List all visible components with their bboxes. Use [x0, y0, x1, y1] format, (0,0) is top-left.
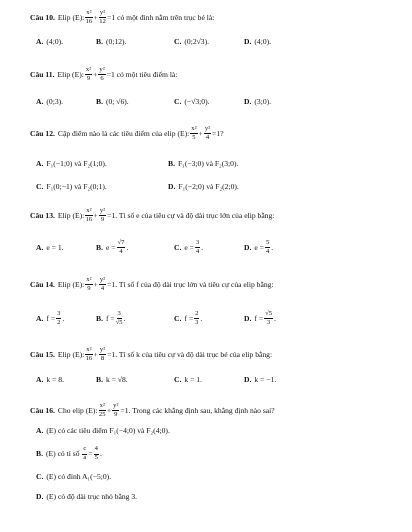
stem-prefix: Elip (E):: [57, 69, 84, 79]
question-number: Câu 14.: [30, 279, 55, 289]
option-c[interactable]: C. e = $\frac{3}{4}$ .: [174, 239, 204, 255]
option-c[interactable]: C. (0;2√3).: [174, 37, 210, 46]
option-b[interactable]: B. F₁(−3;0) và F₂(3;0).: [168, 159, 239, 168]
fraction: $\frac{\text{x²}}{16}$: [85, 207, 93, 223]
option-d[interactable]: D. e = $\frac{5}{4}$ .: [244, 239, 274, 255]
stem-suffix: =1. Tỉ số e của tiêu cự và độ dài trục lớn của elip bằng:: [107, 210, 275, 220]
option-d[interactable]: D. F₁(−2;0) và F₂(2;0).: [168, 182, 239, 191]
option-d[interactable]: D. f = $\frac{√5}{3}$ .: [244, 310, 276, 326]
options: [36, 421, 170, 507]
fraction: $\frac{4}{5}$: [94, 445, 98, 461]
fraction: $\frac{\text{x²}}{16}$: [85, 9, 93, 25]
fraction: $\frac{5}{4}$: [265, 239, 270, 255]
option-a[interactable]: A. f = $\frac{3}{2}$ .: [36, 310, 65, 326]
question-number: Câu 10.: [30, 12, 55, 22]
question-number: Câu 15.: [30, 349, 55, 359]
question-10: [30, 9, 404, 46]
question-14: [30, 276, 404, 326]
question-number: Câu 12.: [30, 128, 55, 138]
fraction: $\frac{\text{y²}}{9}$: [99, 207, 106, 223]
question-13: [30, 207, 404, 255]
stem-prefix: Elip (E):: [57, 12, 85, 22]
options: [36, 38, 271, 46]
option-b[interactable]: B. f = $\frac{3}{√5}$ .: [96, 310, 126, 326]
question-number: Câu 11.: [30, 69, 55, 79]
question-16-stem: Câu 16. Cho elip (E): $\frac{\text{x²}}{25}$ + $\frac{\text{y²}}{9}$ =1. Trong các khẳng định sau, khẳng định nào sai?: [30, 402, 275, 418]
fraction: $\frac{\text{x²}}{5}$: [191, 125, 197, 141]
option-b[interactable]: B. e = $\frac{√7}{4}$ .: [96, 239, 129, 255]
option-a[interactable]: A. (0;3).: [36, 97, 64, 106]
question-number: Câu 13.: [30, 210, 55, 220]
question-14-stem: Câu 14. Elip (E): $\frac{\text{x²}}{9}$ + $\frac{\text{y²}}{4}$ =1. Tỉ số f của độ dài trục lớn và tiêu cự của elip bằng:: [30, 276, 274, 292]
option-b[interactable]: B. k = √8.: [96, 375, 128, 384]
options: [36, 240, 273, 255]
fraction: $\frac{3}{2}$: [57, 310, 61, 326]
fraction: $\frac{\text{x²}}{9}$: [86, 276, 92, 292]
stem-suffix: =1 có một đỉnh nằm trên trục bé là:: [107, 12, 215, 22]
options-row-2: [36, 183, 239, 191]
fraction: $\frac{√7}{4}$: [117, 239, 125, 255]
question-13-stem: Câu 13. Elip (E): $\frac{\text{x²}}{16}$ + $\frac{\text{y²}}{9}$ =1. Tỉ số e của tiêu cự và độ dài trục lớn của elip bằng:: [30, 207, 275, 223]
stem-prefix: Cặp điểm nào là các tiêu điểm của elip (E):: [57, 128, 190, 138]
stem-prefix: Elip (E):: [57, 210, 85, 220]
question-12-stem: Câu 12. Cặp điểm nào là các tiêu điểm của elip (E): $\frac{\text{x²}}{5}$ + $\frac{\text{y²}}{4}$ =1?: [30, 125, 224, 141]
fraction: $\frac{3}{4}$: [195, 239, 200, 255]
option-c[interactable]: C. f = $\frac{2}{3}$ .: [174, 310, 203, 326]
option-a[interactable]: A. e = 1.: [36, 242, 64, 252]
fraction: $\frac{2}{3}$: [195, 310, 199, 326]
stem-suffix: =1. Trong các khẳng định sau, khẳng định nào sai?: [120, 405, 275, 415]
fraction: $\frac{\text{y²}}{9}$: [113, 402, 119, 418]
fraction: $\frac{\text{y²}}{8}$: [99, 346, 106, 362]
option-d[interactable]: D. (4;0).: [244, 37, 272, 46]
fraction: $\frac{c}{a}$: [83, 445, 87, 461]
option-c[interactable]: C. (−√3;0).: [174, 97, 210, 106]
fraction: $\frac{\text{x²}}{25}$: [98, 402, 106, 418]
option-c[interactable]: C. F₁(0;−1) và F₂(0;1).: [36, 182, 107, 191]
question-10-stem: Câu 10. Elip (E): $\frac{\text{x²}}{16}$ + $\frac{\text{y²}}{12}$ =1 có một đỉnh nằm trên trục bé là:: [30, 9, 215, 25]
option-d[interactable]: D. (3;0).: [244, 97, 272, 106]
question-15-stem: Câu 15. Elip (E): $\frac{\text{x²}}{16}$ + $\frac{\text{y²}}{8}$ =1. Tỉ số k của tiêu cự và độ dài trục bé của elip bằng:: [30, 346, 273, 362]
fraction: $\frac{3}{√5}$: [115, 310, 123, 326]
stem-suffix: =1. Tỉ số f của độ dài trục lớn và tiêu cự của elip bằng:: [107, 279, 274, 289]
fraction: $\frac{√5}{3}$: [265, 310, 273, 326]
option-b[interactable]: B. (0; √6).: [96, 97, 129, 106]
fraction: $\frac{\text{y²}}{12}$: [99, 9, 106, 25]
stem-suffix: =1?: [212, 128, 224, 138]
stem-prefix: Elip (E):: [57, 349, 85, 359]
options: [36, 311, 276, 326]
fraction: $\frac{\text{x²}}{16}$: [85, 346, 93, 362]
option-c[interactable]: C. (E) có đỉnh A₁(−5;0).: [36, 472, 112, 482]
stem-prefix: Cho elip (E):: [57, 405, 98, 415]
stem-suffix: =1. Tỉ số k của tiêu cự và độ dài trục bé của elip bằng:: [107, 349, 273, 359]
option-a[interactable]: A. (4;0).: [36, 37, 64, 46]
options: [36, 98, 271, 106]
option-c[interactable]: C. k = 1.: [174, 375, 202, 384]
option-b[interactable]: B. (0;12).: [96, 37, 127, 46]
question-11-stem: Câu 11. Elip (E): $\frac{\text{x²}}{9}$ + $\frac{\text{y²}}{6}$ =1 có một tiêu điểm là:: [30, 66, 178, 82]
option-d[interactable]: D. k = −1.: [244, 375, 277, 384]
fraction: $\frac{\text{y²}}{4}$: [99, 276, 106, 292]
option-b[interactable]: B. (E) có tỉ số $\frac{c}{a}$ = $\frac{4}{5}$ .: [36, 445, 102, 461]
fraction: $\frac{\text{y²}}{6}$: [99, 66, 105, 82]
question-11: [30, 66, 404, 106]
options: [36, 376, 276, 384]
question-number: Câu 16.: [30, 405, 55, 415]
option-d[interactable]: D. (E) có độ dài trục nhỏ bằng 3.: [36, 492, 138, 502]
question-12: [30, 125, 404, 191]
option-a[interactable]: A. (E) có các tiêu điểm F₁(−4;0) và F₂(4;0).: [36, 426, 170, 436]
options-row-1: [36, 160, 238, 168]
question-16: [30, 402, 404, 502]
stem-suffix: =1 có một tiêu điểm là:: [106, 69, 178, 79]
question-15: [30, 346, 404, 384]
stem-prefix: Elip (E):: [57, 279, 85, 289]
option-a[interactable]: A. F₁(−1;0) và F₂(1;0).: [36, 159, 107, 168]
fraction: $\frac{\text{x²}}{9}$: [85, 66, 92, 82]
option-a[interactable]: A. k = 8.: [36, 375, 64, 384]
fraction: $\frac{\text{y²}}{4}$: [204, 125, 211, 141]
